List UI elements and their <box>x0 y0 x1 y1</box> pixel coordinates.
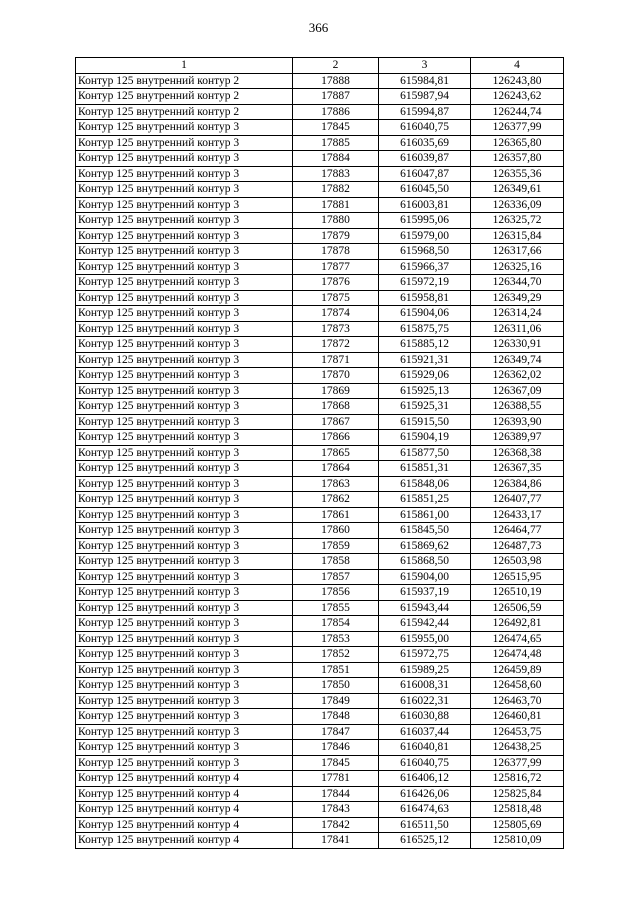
table-row <box>76 817 564 833</box>
point-number-cell: 17852 <box>293 647 379 663</box>
y-coordinate-cell: 126474,48 <box>471 647 564 663</box>
table-row <box>76 290 564 306</box>
contour-name-cell: Контур 125 внутренний контур 3 <box>76 693 293 709</box>
contour-name-cell: Контур 125 внутренний контур 3 <box>76 740 293 756</box>
table-row <box>76 244 564 260</box>
table-row <box>76 337 564 353</box>
table-row <box>76 120 564 136</box>
x-coordinate-cell: 615845,50 <box>379 523 471 539</box>
table-row <box>76 476 564 492</box>
y-coordinate-cell: 126407,77 <box>471 492 564 508</box>
contour-name-cell: Контур 125 внутренний контур 3 <box>76 306 293 322</box>
point-number-cell: 17885 <box>293 135 379 151</box>
coordinates-table <box>75 57 564 849</box>
point-number-cell: 17862 <box>293 492 379 508</box>
contour-name-cell: Контур 125 внутренний контур 2 <box>76 73 293 89</box>
x-coordinate-cell: 615958,81 <box>379 290 471 306</box>
point-number-cell: 17844 <box>293 786 379 802</box>
table-row <box>76 616 564 632</box>
point-number-cell: 17841 <box>293 833 379 849</box>
table-row <box>76 368 564 384</box>
x-coordinate-cell: 616008,31 <box>379 678 471 694</box>
contour-name-cell: Контур 125 внутренний контур 3 <box>76 538 293 554</box>
point-number-cell: 17866 <box>293 430 379 446</box>
contour-name-cell: Контур 125 внутренний контур 3 <box>76 569 293 585</box>
y-coordinate-cell: 126453,75 <box>471 724 564 740</box>
y-coordinate-cell: 126355,36 <box>471 166 564 182</box>
x-coordinate-cell: 616426,06 <box>379 786 471 802</box>
contour-name-cell: Контур 125 внутренний контур 3 <box>76 507 293 523</box>
point-number-cell: 17873 <box>293 321 379 337</box>
y-coordinate-cell: 126492,81 <box>471 616 564 632</box>
y-coordinate-cell: 126393,90 <box>471 414 564 430</box>
contour-name-cell: Контур 125 внутренний контур 3 <box>76 197 293 213</box>
contour-name-cell: Контур 125 внутренний контур 3 <box>76 135 293 151</box>
point-number-cell: 17882 <box>293 182 379 198</box>
contour-name-cell: Контур 125 внутренний контур 3 <box>76 678 293 694</box>
contour-name-cell: Контур 125 внутренний контур 3 <box>76 368 293 384</box>
contour-name-cell: Контур 125 внутренний контур 3 <box>76 275 293 291</box>
point-number-cell: 17859 <box>293 538 379 554</box>
contour-name-cell: Контур 125 внутренний контур 3 <box>76 461 293 477</box>
contour-name-cell: Контур 125 внутренний контур 3 <box>76 709 293 725</box>
point-number-cell: 17883 <box>293 166 379 182</box>
point-number-cell: 17851 <box>293 662 379 678</box>
x-coordinate-cell: 615869,62 <box>379 538 471 554</box>
table-row <box>76 461 564 477</box>
x-coordinate-cell: 615851,31 <box>379 461 471 477</box>
point-number-cell: 17865 <box>293 445 379 461</box>
point-number-cell: 17886 <box>293 104 379 120</box>
y-coordinate-cell: 126377,99 <box>471 755 564 771</box>
y-coordinate-cell: 126384,86 <box>471 476 564 492</box>
contour-name-cell: Контур 125 внутренний контур 3 <box>76 120 293 136</box>
point-number-cell: 17847 <box>293 724 379 740</box>
contour-name-cell: Контур 125 внутренний контур 4 <box>76 771 293 787</box>
y-coordinate-cell: 126325,72 <box>471 213 564 229</box>
table-row <box>76 631 564 647</box>
y-coordinate-cell: 126510,19 <box>471 585 564 601</box>
y-coordinate-cell: 126311,06 <box>471 321 564 337</box>
table-row <box>76 585 564 601</box>
x-coordinate-cell: 616040,75 <box>379 120 471 136</box>
y-coordinate-cell: 126325,16 <box>471 259 564 275</box>
x-coordinate-cell: 615955,00 <box>379 631 471 647</box>
point-number-cell: 17872 <box>293 337 379 353</box>
point-number-cell: 17880 <box>293 213 379 229</box>
table-row <box>76 538 564 554</box>
x-coordinate-cell: 615984,81 <box>379 73 471 89</box>
table-row <box>76 399 564 415</box>
table-row <box>76 507 564 523</box>
point-number-cell: 17867 <box>293 414 379 430</box>
point-number-cell: 17853 <box>293 631 379 647</box>
y-coordinate-cell: 126459,89 <box>471 662 564 678</box>
y-coordinate-cell: 126243,62 <box>471 89 564 105</box>
table-row <box>76 755 564 771</box>
y-coordinate-cell: 126330,91 <box>471 337 564 353</box>
y-coordinate-cell: 126367,35 <box>471 461 564 477</box>
x-coordinate-cell: 615925,31 <box>379 399 471 415</box>
table-row <box>76 523 564 539</box>
contour-name-cell: Контур 125 внутренний контур 2 <box>76 89 293 105</box>
x-coordinate-cell: 616030,88 <box>379 709 471 725</box>
point-number-cell: 17887 <box>293 89 379 105</box>
contour-name-cell: Контур 125 внутренний контур 3 <box>76 631 293 647</box>
y-coordinate-cell: 126314,24 <box>471 306 564 322</box>
x-coordinate-cell: 615848,06 <box>379 476 471 492</box>
table-row <box>76 275 564 291</box>
point-number-cell: 17856 <box>293 585 379 601</box>
x-coordinate-cell: 615868,50 <box>379 554 471 570</box>
contour-name-cell: Контур 125 внутренний контур 3 <box>76 523 293 539</box>
table-row <box>76 352 564 368</box>
point-number-cell: 17870 <box>293 368 379 384</box>
column-header-4: 4 <box>471 58 564 74</box>
y-coordinate-cell: 125818,48 <box>471 802 564 818</box>
x-coordinate-cell: 615904,06 <box>379 306 471 322</box>
x-coordinate-cell: 616045,50 <box>379 182 471 198</box>
x-coordinate-cell: 615915,50 <box>379 414 471 430</box>
point-number-cell: 17846 <box>293 740 379 756</box>
y-coordinate-cell: 126438,25 <box>471 740 564 756</box>
y-coordinate-cell: 126349,61 <box>471 182 564 198</box>
contour-name-cell: Контур 125 внутренний контур 4 <box>76 786 293 802</box>
point-number-cell: 17848 <box>293 709 379 725</box>
x-coordinate-cell: 615851,25 <box>379 492 471 508</box>
x-coordinate-cell: 615875,75 <box>379 321 471 337</box>
y-coordinate-cell: 126487,73 <box>471 538 564 554</box>
table-row <box>76 445 564 461</box>
table-row <box>76 693 564 709</box>
column-header-3: 3 <box>379 58 471 74</box>
y-coordinate-cell: 126367,09 <box>471 383 564 399</box>
point-number-cell: 17781 <box>293 771 379 787</box>
point-number-cell: 17878 <box>293 244 379 260</box>
table-row <box>76 306 564 322</box>
y-coordinate-cell: 125825,84 <box>471 786 564 802</box>
y-coordinate-cell: 126389,97 <box>471 430 564 446</box>
contour-name-cell: Контур 125 внутренний контур 3 <box>76 724 293 740</box>
y-coordinate-cell: 126362,02 <box>471 368 564 384</box>
table-row <box>76 724 564 740</box>
x-coordinate-cell: 615929,06 <box>379 368 471 384</box>
x-coordinate-cell: 615877,50 <box>379 445 471 461</box>
table-row <box>76 73 564 89</box>
y-coordinate-cell: 125810,09 <box>471 833 564 849</box>
point-number-cell: 17875 <box>293 290 379 306</box>
y-coordinate-cell: 126368,38 <box>471 445 564 461</box>
x-coordinate-cell: 616037,44 <box>379 724 471 740</box>
table-body <box>76 73 564 848</box>
x-coordinate-cell: 616022,31 <box>379 693 471 709</box>
x-coordinate-cell: 616039,87 <box>379 151 471 167</box>
table-row <box>76 135 564 151</box>
point-number-cell: 17874 <box>293 306 379 322</box>
point-number-cell: 17888 <box>293 73 379 89</box>
y-coordinate-cell: 126503,98 <box>471 554 564 570</box>
point-number-cell: 17881 <box>293 197 379 213</box>
point-number-cell: 17845 <box>293 120 379 136</box>
table-row <box>76 197 564 213</box>
contour-name-cell: Контур 125 внутренний контур 3 <box>76 182 293 198</box>
contour-name-cell: Контур 125 внутренний контур 3 <box>76 554 293 570</box>
x-coordinate-cell: 615885,12 <box>379 337 471 353</box>
y-coordinate-cell: 126349,29 <box>471 290 564 306</box>
y-coordinate-cell: 126377,99 <box>471 120 564 136</box>
x-coordinate-cell: 615994,87 <box>379 104 471 120</box>
column-header-2: 2 <box>293 58 379 74</box>
point-number-cell: 17879 <box>293 228 379 244</box>
contour-name-cell: Контур 125 внутренний контур 3 <box>76 259 293 275</box>
contour-name-cell: Контур 125 внутренний контур 3 <box>76 228 293 244</box>
y-coordinate-cell: 126365,80 <box>471 135 564 151</box>
point-number-cell: 17860 <box>293 523 379 539</box>
page-number: 366 <box>308 20 329 35</box>
contour-name-cell: Контур 125 внутренний контур 2 <box>76 104 293 120</box>
y-coordinate-cell: 126515,95 <box>471 569 564 585</box>
y-coordinate-cell: 126458,60 <box>471 678 564 694</box>
x-coordinate-cell: 616047,87 <box>379 166 471 182</box>
x-coordinate-cell: 615972,75 <box>379 647 471 663</box>
table-row <box>76 383 564 399</box>
point-number-cell: 17877 <box>293 259 379 275</box>
contour-name-cell: Контур 125 внутренний контур 3 <box>76 755 293 771</box>
contour-name-cell: Контур 125 внутренний контур 3 <box>76 585 293 601</box>
table-row <box>76 228 564 244</box>
table-row <box>76 89 564 105</box>
x-coordinate-cell: 616511,50 <box>379 817 471 833</box>
point-number-cell: 17849 <box>293 693 379 709</box>
table-row <box>76 104 564 120</box>
contour-name-cell: Контур 125 внутренний контур 3 <box>76 647 293 663</box>
contour-name-cell: Контур 125 внутренний контур 3 <box>76 616 293 632</box>
table-row <box>76 709 564 725</box>
y-coordinate-cell: 126463,70 <box>471 693 564 709</box>
contour-name-cell: Контур 125 внутренний контур 3 <box>76 430 293 446</box>
table-row <box>76 600 564 616</box>
table-row <box>76 554 564 570</box>
x-coordinate-cell: 615937,19 <box>379 585 471 601</box>
point-number-cell: 17850 <box>293 678 379 694</box>
table-row <box>76 802 564 818</box>
x-coordinate-cell: 616035,69 <box>379 135 471 151</box>
contour-name-cell: Контур 125 внутренний контур 3 <box>76 352 293 368</box>
x-coordinate-cell: 616040,81 <box>379 740 471 756</box>
contour-name-cell: Контур 125 внутренний контур 3 <box>76 383 293 399</box>
table-row <box>76 166 564 182</box>
column-header-1: 1 <box>76 58 293 74</box>
x-coordinate-cell: 615904,00 <box>379 569 471 585</box>
y-coordinate-cell: 126388,55 <box>471 399 564 415</box>
table-row <box>76 569 564 585</box>
table-row <box>76 662 564 678</box>
table-row <box>76 414 564 430</box>
contour-name-cell: Контур 125 внутренний контур 3 <box>76 476 293 492</box>
table-row <box>76 786 564 802</box>
table-row <box>76 430 564 446</box>
table-row <box>76 321 564 337</box>
point-number-cell: 17863 <box>293 476 379 492</box>
contour-name-cell: Контур 125 внутренний контур 3 <box>76 492 293 508</box>
contour-name-cell: Контур 125 внутренний контур 4 <box>76 833 293 849</box>
x-coordinate-cell: 616406,12 <box>379 771 471 787</box>
x-coordinate-cell: 615979,00 <box>379 228 471 244</box>
point-number-cell: 17843 <box>293 802 379 818</box>
point-number-cell: 17854 <box>293 616 379 632</box>
x-coordinate-cell: 616003,81 <box>379 197 471 213</box>
contour-name-cell: Контур 125 внутренний контур 4 <box>76 817 293 833</box>
table-row <box>76 213 564 229</box>
table-row <box>76 678 564 694</box>
x-coordinate-cell: 616040,75 <box>379 755 471 771</box>
contour-name-cell: Контур 125 внутренний контур 3 <box>76 321 293 337</box>
x-coordinate-cell: 615943,44 <box>379 600 471 616</box>
table-row <box>76 833 564 849</box>
table-row <box>76 151 564 167</box>
contour-name-cell: Контур 125 внутренний контур 3 <box>76 290 293 306</box>
point-number-cell: 17861 <box>293 507 379 523</box>
contour-name-cell: Контур 125 внутренний контур 3 <box>76 662 293 678</box>
contour-name-cell: Контур 125 внутренний контур 3 <box>76 166 293 182</box>
x-coordinate-cell: 615995,06 <box>379 213 471 229</box>
table-row <box>76 740 564 756</box>
y-coordinate-cell: 126317,66 <box>471 244 564 260</box>
y-coordinate-cell: 126460,81 <box>471 709 564 725</box>
contour-name-cell: Контур 125 внутренний контур 3 <box>76 151 293 167</box>
point-number-cell: 17842 <box>293 817 379 833</box>
point-number-cell: 17869 <box>293 383 379 399</box>
x-coordinate-cell: 615942,44 <box>379 616 471 632</box>
x-coordinate-cell: 615972,19 <box>379 275 471 291</box>
y-coordinate-cell: 125805,69 <box>471 817 564 833</box>
contour-name-cell: Контур 125 внутренний контур 4 <box>76 802 293 818</box>
point-number-cell: 17864 <box>293 461 379 477</box>
x-coordinate-cell: 615966,37 <box>379 259 471 275</box>
point-number-cell: 17855 <box>293 600 379 616</box>
table-row <box>76 771 564 787</box>
point-number-cell: 17868 <box>293 399 379 415</box>
x-coordinate-cell: 615989,25 <box>379 662 471 678</box>
contour-name-cell: Контур 125 внутренний контур 3 <box>76 399 293 415</box>
contour-name-cell: Контур 125 внутренний контур 3 <box>76 244 293 260</box>
x-coordinate-cell: 616474,63 <box>379 802 471 818</box>
contour-name-cell: Контур 125 внутренний контур 3 <box>76 213 293 229</box>
point-number-cell: 17858 <box>293 554 379 570</box>
y-coordinate-cell: 126349,74 <box>471 352 564 368</box>
contour-name-cell: Контур 125 внутренний контур 3 <box>76 414 293 430</box>
y-coordinate-cell: 126464,77 <box>471 523 564 539</box>
table-header-row <box>76 58 564 74</box>
y-coordinate-cell: 126344,70 <box>471 275 564 291</box>
y-coordinate-cell: 125816,72 <box>471 771 564 787</box>
point-number-cell: 17857 <box>293 569 379 585</box>
point-number-cell: 17884 <box>293 151 379 167</box>
x-coordinate-cell: 615925,13 <box>379 383 471 399</box>
point-number-cell: 17845 <box>293 755 379 771</box>
x-coordinate-cell: 615921,31 <box>379 352 471 368</box>
table-row <box>76 647 564 663</box>
table-row <box>76 259 564 275</box>
table-row <box>76 492 564 508</box>
y-coordinate-cell: 126315,84 <box>471 228 564 244</box>
point-number-cell: 17871 <box>293 352 379 368</box>
y-coordinate-cell: 126243,80 <box>471 73 564 89</box>
y-coordinate-cell: 126357,80 <box>471 151 564 167</box>
y-coordinate-cell: 126506,59 <box>471 600 564 616</box>
point-number-cell: 17876 <box>293 275 379 291</box>
x-coordinate-cell: 615968,50 <box>379 244 471 260</box>
y-coordinate-cell: 126433,17 <box>471 507 564 523</box>
x-coordinate-cell: 615904,19 <box>379 430 471 446</box>
y-coordinate-cell: 126474,65 <box>471 631 564 647</box>
y-coordinate-cell: 126244,74 <box>471 104 564 120</box>
table-row <box>76 182 564 198</box>
x-coordinate-cell: 615987,94 <box>379 89 471 105</box>
x-coordinate-cell: 616525,12 <box>379 833 471 849</box>
contour-name-cell: Контур 125 внутренний контур 3 <box>76 445 293 461</box>
y-coordinate-cell: 126336,09 <box>471 197 564 213</box>
x-coordinate-cell: 615861,00 <box>379 507 471 523</box>
contour-name-cell: Контур 125 внутренний контур 3 <box>76 337 293 353</box>
contour-name-cell: Контур 125 внутренний контур 3 <box>76 600 293 616</box>
